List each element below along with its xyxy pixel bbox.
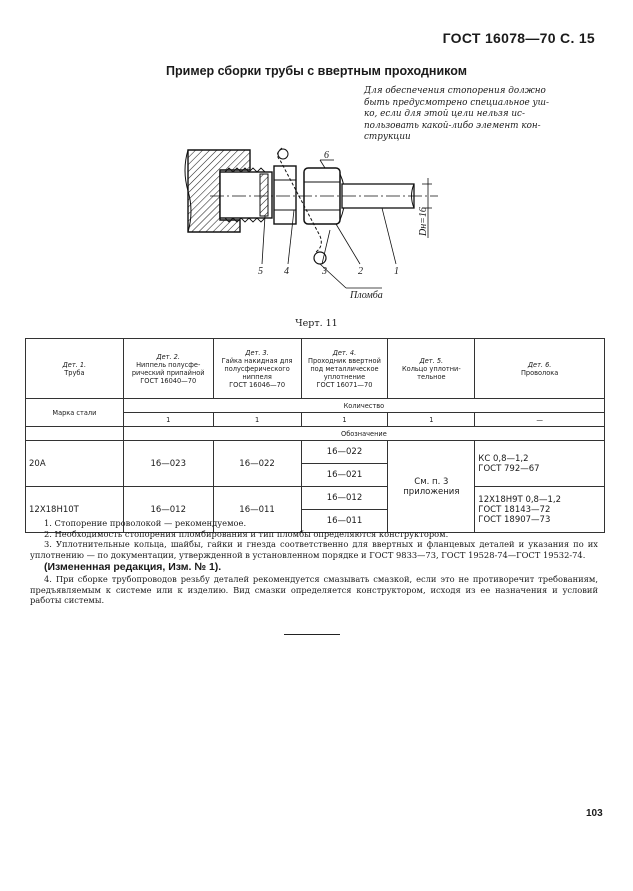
note-line: Для обеспечения стопорения должно (364, 86, 546, 96)
quantity-cell: 1 (301, 413, 388, 427)
table-row (26, 441, 605, 464)
footnote-1: 1. Стопорение проволокой — рекомендуемое. (44, 518, 247, 528)
header-cell: Дет. 5. Кольцо уплотни-тельное (388, 339, 475, 399)
quantity-cell: 1 (213, 413, 301, 427)
parts-table (25, 338, 605, 533)
assembly-drawing (170, 140, 460, 310)
locking-note (364, 86, 550, 144)
note-line: струкции (364, 132, 411, 142)
figure-title: Пример сборки трубы с ввертным проходником (166, 64, 467, 78)
table-header-row (26, 339, 605, 399)
designation-cell: 16—023 (123, 441, 213, 487)
seal-ring-cell: См. п. 3 приложения (388, 441, 475, 533)
designation-cell: 16—022 (213, 441, 301, 487)
designation-cell: 16—011 (213, 487, 301, 533)
page-number: 103 (586, 808, 603, 819)
footnote-4: 4. При сборке трубопроводов резьбу деталей рекомендуется смазывать смазкой, если это не противоречит требованиям, предъявляемым к системе или к изделию. Вид смазки определяется конструктором, исходя из ее назначения и условий работы системы. (30, 573, 598, 606)
amendment-note: (Измененная редакция, Изм. № 1). (44, 561, 222, 574)
seal-label: Пломба (350, 290, 383, 301)
steel-grade-cell: 20А (26, 441, 124, 487)
designation-cell: 16—022 (301, 441, 388, 464)
quantity-cell: — (475, 413, 605, 427)
quantity-heading: Количество (123, 399, 604, 413)
header-cell: Дет. 2. Ниппель полусфе-рический припайной ГОСТ 16040—70 (123, 339, 213, 399)
page-header-gost: ГОСТ 16078—70 С. 15 (442, 30, 595, 46)
steel-grade-cell: 12Х18Н10Т (26, 487, 124, 533)
diameter-label: Dн=16 (418, 207, 429, 236)
footnote-3: 3. Уплотнительные кольца, шайбы, гайки и гнезда соответственно для ввертных и фланцевых деталей и указания по их уплотнению — по документации, утвержденной в установленном порядке и ГОСТ 9833—73, ГОСТ 19528-74—ГОСТ 19532-74. (30, 539, 598, 560)
quantity-cell: 1 (388, 413, 475, 427)
callout-4: 4 (284, 266, 289, 277)
note-line: быть предусмотрено специальное уш- (364, 97, 549, 108)
empty-cell (26, 427, 124, 441)
header-cell: Дет. 3. Гайка накидная для полусферического ниппеля ГОСТ 16046—70 (213, 339, 301, 399)
designation-cell: 16—021 (301, 464, 388, 487)
callout-1: 1 (394, 266, 399, 277)
callout-5: 5 (258, 266, 263, 277)
wire-cell: 12Х18Н9Т 0,8—1,2 ГОСТ 18143—72 ГОСТ 18907—73 (475, 487, 605, 533)
adapter-hex (274, 166, 296, 224)
steel-grade-heading: Марка стали (26, 399, 124, 427)
figure-caption: Черт. 11 (295, 318, 338, 329)
callout-2: 2 (358, 266, 363, 277)
footnotes (30, 518, 598, 606)
table-row (26, 487, 605, 510)
note-line: ко, если для этой цели нельзя ис- (364, 109, 525, 119)
footnote-2: 2. Необходимость стопорения пломбирования и тип пломбы определяются конструктором. (44, 528, 449, 539)
designation-cell: 16—011 (301, 510, 388, 533)
callout-6: 6 (324, 150, 329, 161)
wire-cell: КС 0,8—1,2 ГОСТ 792—67 (475, 441, 605, 487)
table-row (26, 399, 605, 413)
note-line: пользовать какой-либо элемент кон- (364, 120, 541, 131)
end-rule (284, 634, 340, 635)
callout-3: 3 (322, 266, 327, 277)
quantity-cell: 1 (123, 413, 213, 427)
designation-cell: 16—012 (301, 487, 388, 510)
header-cell: Дет. 1. Труба (26, 339, 124, 399)
header-cell: Дет. 6. Проволока (475, 339, 605, 399)
designation-heading: Обозначение (123, 427, 604, 441)
header-cell: Дет. 4. Проходник ввертной под металлическое уплотнение ГОСТ 16071—70 (301, 339, 388, 399)
table-row (26, 427, 605, 441)
designation-cell: 16—012 (123, 487, 213, 533)
